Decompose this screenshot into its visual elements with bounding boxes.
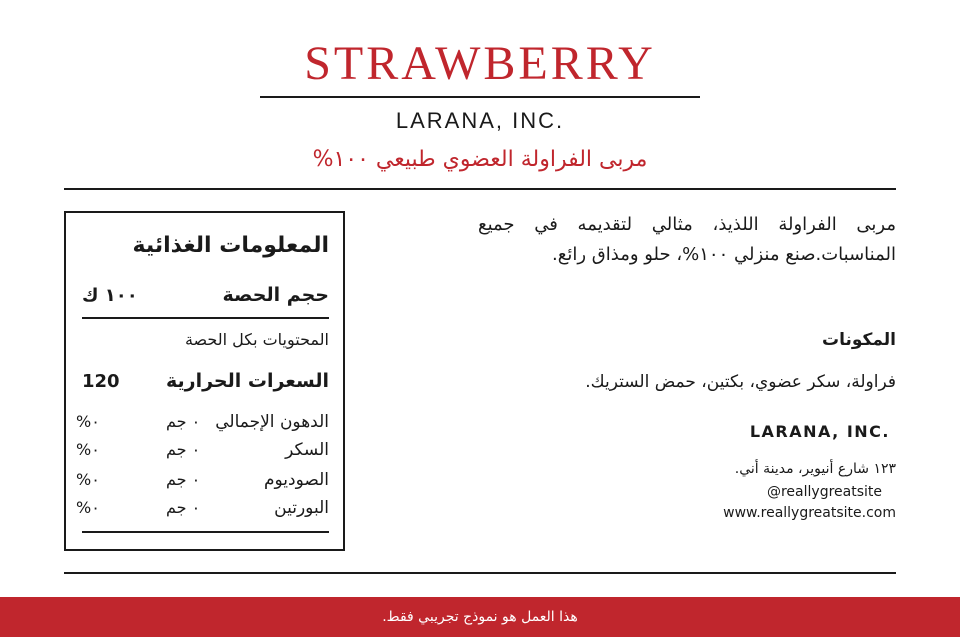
divider-bottom — [64, 572, 896, 574]
nutrient-amount: ٠ جم — [166, 498, 201, 517]
nutrient-name: السكر — [285, 440, 329, 460]
nutrient-percent: ٠% — [76, 440, 100, 459]
footer-disclaimer: هذا العمل هو نموذج تجريبي فقط. — [382, 609, 578, 625]
title-underline — [260, 96, 700, 98]
nutrition-divider — [82, 317, 329, 319]
nutrient-amount: ٠ جم — [166, 412, 201, 431]
product-subtitle: مربى الفراولة العضوي طبيعي ١٠٠% — [312, 147, 648, 172]
calories-label: السعرات الحرارية — [165, 370, 329, 392]
nutrient-percent: ٠% — [76, 412, 100, 431]
nutrient-name: البورتين — [274, 498, 329, 518]
per-serving-label: المحتويات بكل الحصة — [184, 330, 329, 349]
serving-size-value: ١٠٠ ك — [82, 285, 138, 306]
footer-bar — [0, 597, 960, 637]
nutrient-name: الدهون الإجمالي — [215, 412, 329, 432]
nutrition-facts-box — [64, 211, 345, 551]
nutrient-name: الصوديوم — [263, 470, 329, 490]
contact-website: www.reallygreatsite.com — [723, 505, 896, 521]
contact-social-handle: @reallygreatsite — [766, 484, 882, 500]
nutrition-bottom-divider — [82, 531, 329, 533]
nutrition-heading: المعلومات الغذائية — [132, 233, 329, 258]
nutrient-amount: ٠ جم — [166, 470, 201, 489]
product-description: مربى الفراولة اللذيذ، مثالي لتقديمه في جميع المناسبات.صنع منزلي ١٠٠%، حلو ومذاق رائع. — [478, 214, 896, 265]
divider-top — [64, 188, 896, 190]
calories-value: 120 — [82, 371, 120, 392]
contact-address: ١٢٣ شارع أنيوير، مدينة أني. — [734, 461, 896, 477]
product-title: STRAWBERRY — [304, 37, 656, 90]
nutrient-amount: ٠ جم — [166, 440, 201, 459]
company-name: LARANA, INC. — [395, 108, 565, 133]
nutrient-row-fat — [76, 409, 329, 435]
nutrient-row-sodium — [76, 467, 329, 493]
nutrient-row-sugar — [76, 437, 329, 463]
nutrient-percent: ٠% — [76, 470, 100, 489]
nutrient-percent: ٠% — [76, 498, 100, 517]
ingredients-heading: المكونات — [821, 330, 896, 350]
contact-company: LARANA, INC. — [749, 422, 890, 441]
nutrient-row-protein — [76, 495, 329, 521]
serving-size-label: حجم الحصة — [222, 284, 329, 306]
ingredients-list: فراولة، سكر عضوي، بكتين، حمض الستريك. — [585, 372, 896, 392]
